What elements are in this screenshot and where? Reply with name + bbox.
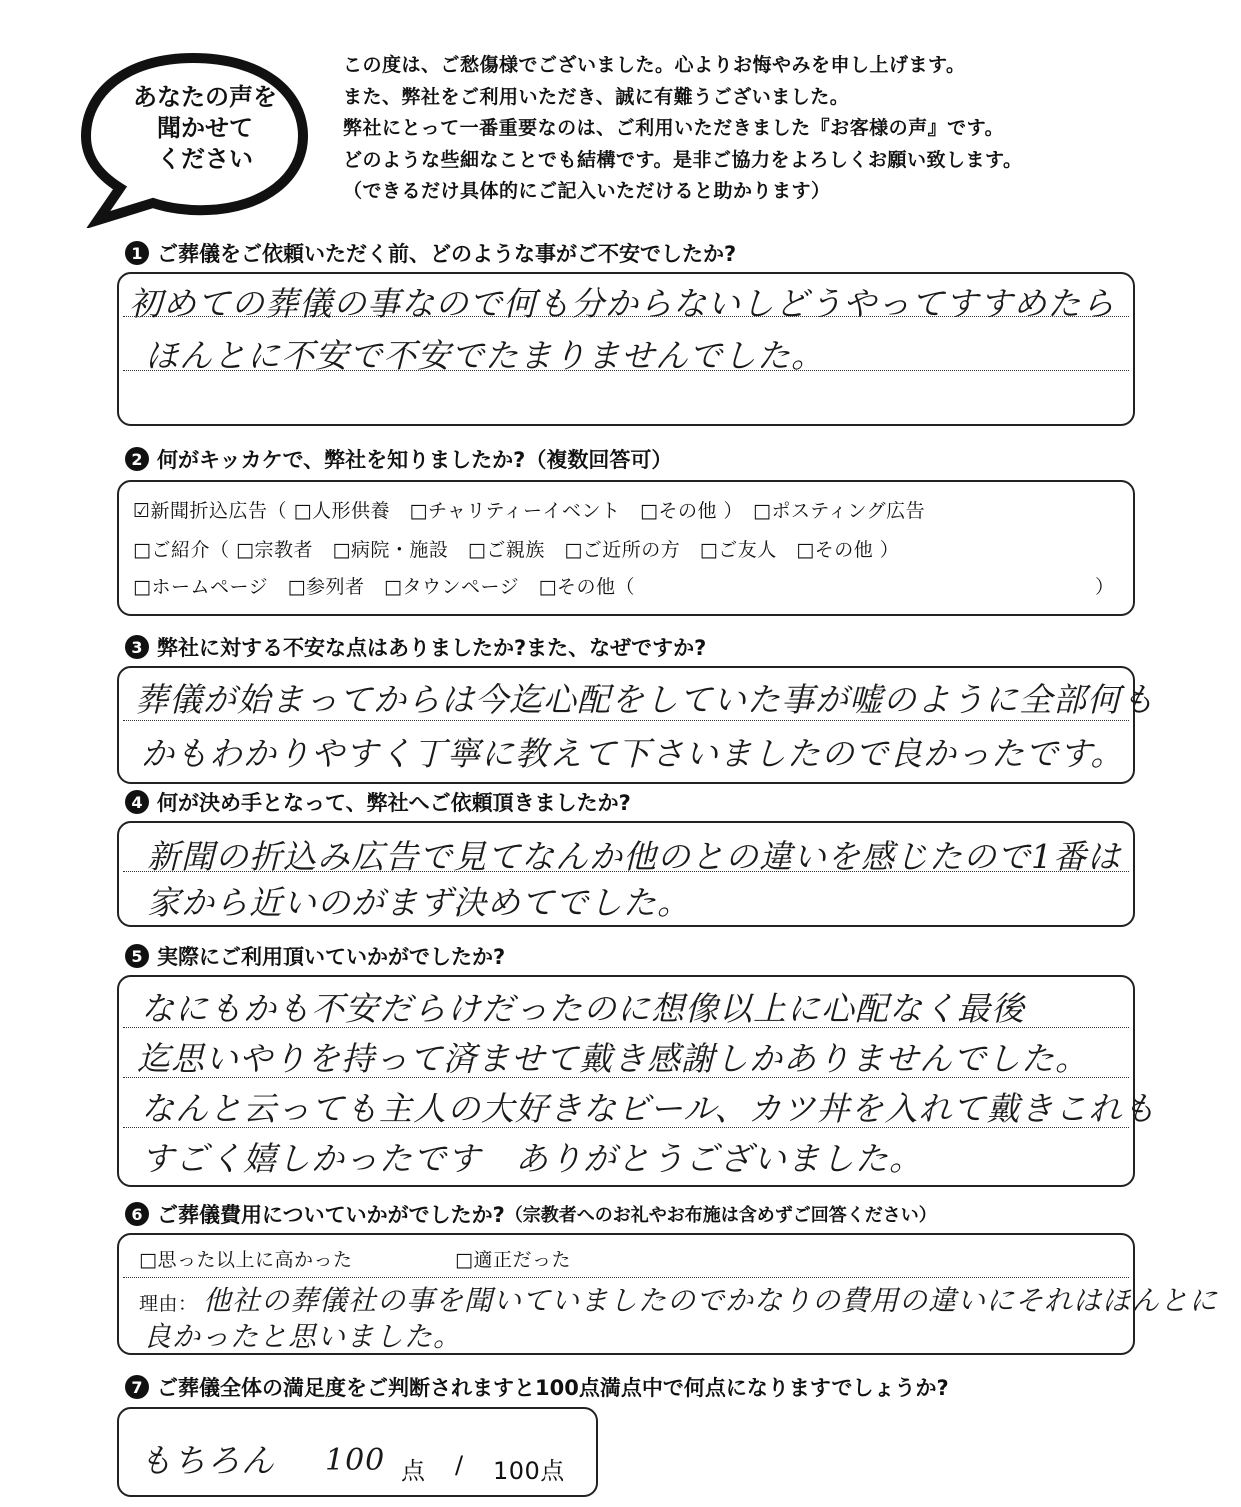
q7-score-value: 100 xyxy=(325,1443,386,1478)
intro-line-1: この度は、ご愁傷様でございました。心よりお悔やみを申し上げます。 xyxy=(343,54,966,76)
q1-number-badge: 1 xyxy=(125,241,149,265)
q7-score-unit: 点 xyxy=(401,1457,426,1485)
q4-title xyxy=(125,787,631,817)
bubble-text xyxy=(120,82,290,175)
speech-bubble xyxy=(58,48,328,228)
q7-score-max: 100点 xyxy=(493,1457,565,1485)
q3-answer-line-1: 葬儀が始まってからは今迄心配をしていた事が嘘のように全部何も xyxy=(135,680,1155,719)
q2-options-row-3[interactable]: □ホームページ □参列者 □タウンページ □その他（ xyxy=(133,576,636,598)
q7-title-text: ご葬儀全体の満足度をご判断されますと100点満点中で何点になりますでしょうか? xyxy=(157,1376,949,1400)
intro-line-5: （できるだけ具体的にご記入いただけると助かります） xyxy=(343,180,831,202)
q7-score-box[interactable] xyxy=(117,1407,598,1497)
q6-reason-line-1: 他社の葬儀社の事を聞いていましたのでかなりの費用の違いにそれはほんとに xyxy=(203,1284,1219,1317)
q2-title xyxy=(125,444,672,474)
q1-answer-box[interactable] xyxy=(117,272,1135,426)
q6-title xyxy=(125,1199,937,1229)
q4-title-text: 何が決め手となって、弊社へご依頼頂きましたか? xyxy=(157,791,631,815)
q6-option-too-expensive[interactable]: □思った以上に高かった xyxy=(139,1249,353,1271)
q3-title-text: 弊社に対する不安な点はありましたか?また、なぜですか? xyxy=(157,636,707,660)
q4-number-badge: 4 xyxy=(125,790,149,814)
q5-answer-line-3: なんと云っても主人の大好きなビール、カツ丼を入れて戴きこれも xyxy=(141,1089,1157,1128)
intro-line-2: また、弊社をご利用いただき、誠に有難うございました。 xyxy=(343,85,850,108)
q5-number-badge: 5 xyxy=(125,944,149,968)
q5-title-text: 実際にご利用頂いていかがでしたか? xyxy=(157,945,506,969)
q6-answer-box xyxy=(117,1233,1219,1355)
q5-answer-line-2: 迄思いやりを持って済ませて戴き感謝しかありませんでした。 xyxy=(137,1039,1089,1078)
q1-answer-line-2: ほんとに不安で不安でたまりませんでした。 xyxy=(145,336,825,375)
q3-answer-box[interactable] xyxy=(117,666,1155,784)
q4-answer-line-2: 家から近いのがまず決めてでした。 xyxy=(147,883,691,922)
intro-line-3: 弊社にとって一番重要なのは、ご利用いただきました『お客様の声』です。 xyxy=(343,117,1005,139)
q5-answer-line-4: すごく嬉しかったです ありがとうございました。 xyxy=(141,1139,923,1178)
q5-answer-box[interactable] xyxy=(117,975,1157,1187)
q4-answer-box[interactable] xyxy=(117,821,1135,927)
q2-options-box xyxy=(117,480,1135,616)
q5-title xyxy=(125,941,505,971)
q6-reason-label: 理由： xyxy=(139,1293,198,1315)
q4-answer-line-1: 新聞の折込み広告で見てなんか他のとの違いを感じたので1番は xyxy=(147,837,1121,876)
bubble-line-3: ください xyxy=(157,145,253,173)
q2-title-text: 何がキッカケで、弊社を知りましたか?（複数回答可） xyxy=(157,448,673,472)
bubble-line-1: あなたの声を xyxy=(133,83,277,111)
dotted-line xyxy=(123,1277,1129,1278)
q7-answer-word: もちろん xyxy=(139,1441,275,1480)
q2-other-close-paren: ） xyxy=(1095,576,1115,598)
q6-title-text: ご葬儀費用についていかがでしたか? xyxy=(157,1203,505,1227)
q3-title xyxy=(125,632,706,662)
q1-title xyxy=(125,238,736,268)
q5-answer-line-1: なにもかも不安だらけだったのに想像以上に心配なく最後 xyxy=(141,989,1025,1028)
q6-reason-line-2: 良かったと思いました。 xyxy=(143,1320,463,1353)
intro-line-4: どのような些細なことでも結構です。是非ご協力をよろしくお願い致します。 xyxy=(343,148,1023,171)
q7-title xyxy=(125,1372,949,1402)
q7-number-badge: 7 xyxy=(125,1375,149,1399)
q2-options-row-2[interactable]: □ご紹介（ □宗教者 □病院・施設 □ご親族 □ご近所の方 □ご友人 □その他 ） xyxy=(133,539,900,561)
q1-answer-line-1: 初めての葬儀の事なので何も分からないしどうやってすすめたら xyxy=(129,284,1116,323)
intro-text xyxy=(343,50,1022,208)
q2-options-row-1[interactable]: ☑新聞折込広告（ □人形供養 □チャリティーイベント □その他 ） □ポスティング広告 xyxy=(133,500,926,522)
q3-answer-line-2: かもわかりやすく丁寧に教えて下さいましたので良かったです。 xyxy=(141,734,1125,773)
q7-score-slash: / xyxy=(455,1451,464,1479)
q3-number-badge: 3 xyxy=(125,635,149,659)
q6-title-note: （宗教者へのお礼やお布施は含めずご回答ください） xyxy=(504,1205,937,1226)
q2-number-badge: 2 xyxy=(125,447,149,471)
q6-option-reasonable[interactable]: □適正だった xyxy=(455,1249,571,1271)
q6-number-badge: 6 xyxy=(125,1202,149,1226)
q1-title-text: ご葬儀をご依頼いただく前、どのような事がご不安でしたか? xyxy=(157,242,737,266)
bubble-line-2: 聞かせて xyxy=(157,114,253,142)
